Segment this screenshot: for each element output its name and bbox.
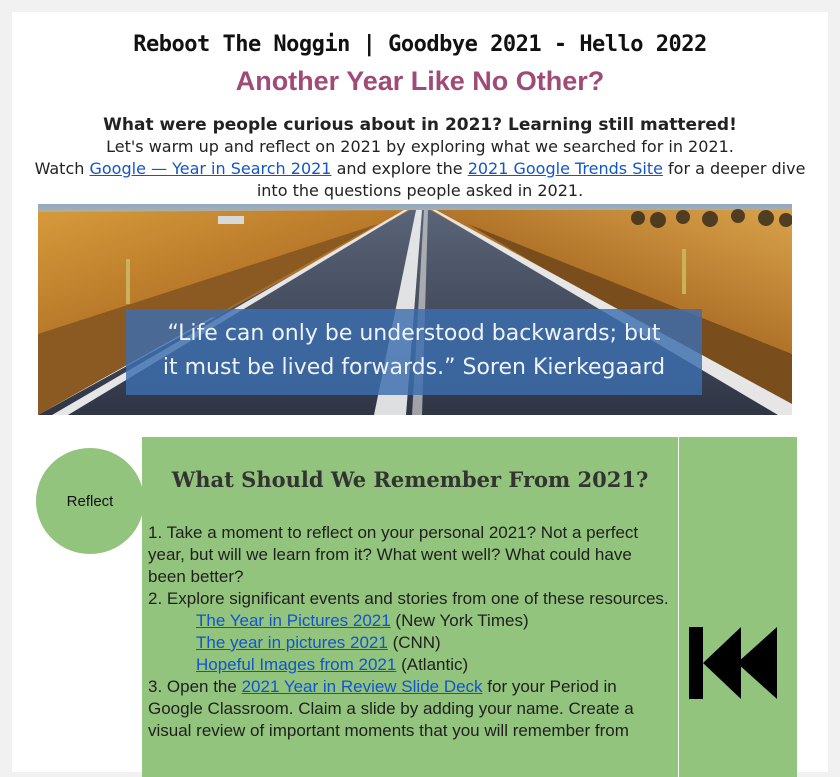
intro-watch-line — [24, 158, 816, 202]
year-in-search-link[interactable]: Google — Year in Search 2021 — [89, 159, 332, 178]
reflect-badge — [36, 448, 144, 554]
reflect-content-box — [142, 437, 680, 777]
reflect-body — [148, 522, 672, 742]
watch-suffix: for a deeper dive into the questions people asked in 2021. — [256, 159, 806, 200]
slide-deck-link[interactable]: 2021 Year in Review Slide Deck — [241, 677, 483, 696]
resource-source: (CNN) — [387, 633, 441, 652]
reflect-item-2: 2. Explore significant events and stories from one of these resources. — [148, 589, 669, 608]
watch-prefix: Watch — [34, 159, 90, 178]
item3-prefix: 3. Open the — [148, 677, 242, 696]
quote-line-1: “Life can only be understood backwards; but — [167, 321, 661, 346]
quote-line-2: it must be lived forwards.” Soren Kierkegaard — [162, 355, 666, 380]
side-panel — [679, 437, 797, 777]
resource-source: (New York Times) — [390, 611, 529, 630]
intro-line: Let's warm up and reflect on 2021 by exploring what we searched for in 2021. — [106, 137, 734, 156]
google-trends-link[interactable]: 2021 Google Trends Site — [467, 159, 663, 178]
page-subtitle: Another Year Like No Other? — [235, 66, 605, 96]
reflect-label: Reflect — [66, 492, 114, 510]
resource-item — [148, 632, 672, 654]
resource-item — [148, 610, 672, 632]
atlantic-hopeful-images-link[interactable]: Hopeful Images from 2021 — [196, 655, 397, 674]
watch-middle: and explore the — [331, 159, 468, 178]
resource-item — [148, 654, 672, 676]
reflect-heading: What Should We Remember From 2021? — [171, 467, 649, 492]
item3-suffix: for your Period in Google Classroom. Claim a slide by adding your name. Create a visual review of important moments that you will remember from — [148, 677, 634, 740]
page-title: Reboot The Noggin | Goodbye 2021 - Hello 2022 — [133, 32, 707, 57]
nyt-year-in-pictures-link[interactable]: The Year in Pictures 2021 — [196, 611, 391, 630]
resource-source: (Atlantic) — [396, 655, 469, 674]
road-image — [38, 204, 792, 415]
reflect-item-3 — [148, 676, 672, 742]
reflect-item-1: 1. Take a moment to reflect on your personal 2021? Not a perfect year, but will we learn from it? What went well? What could have been better? — [148, 523, 639, 586]
intro-text — [24, 114, 816, 202]
quote-overlay — [126, 309, 702, 395]
cnn-year-in-pictures-link[interactable]: The year in pictures 2021 — [196, 633, 388, 652]
document-page — [12, 12, 828, 772]
intro-question: What were people curious about in 2021? Learning still mattered! — [103, 115, 737, 135]
rewind-icon[interactable] — [689, 625, 779, 701]
